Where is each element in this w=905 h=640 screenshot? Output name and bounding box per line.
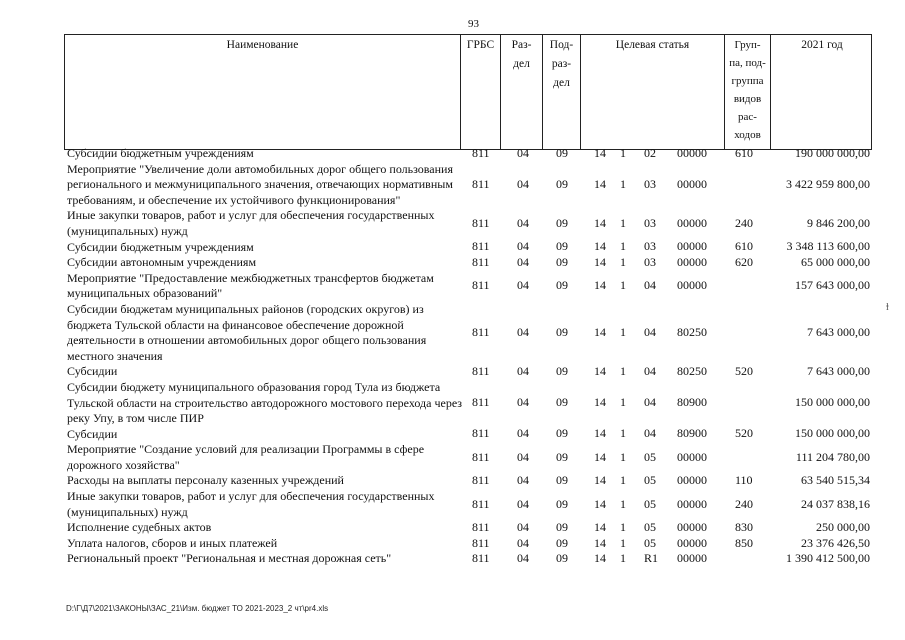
cell-dir: 00000 (677, 551, 707, 566)
cell-podrazdel: 09 (556, 239, 568, 254)
cell-podrazdel: 09 (556, 426, 568, 441)
cell-podrazdel: 09 (556, 535, 568, 550)
table-row (64, 240, 872, 256)
cell-grbs: 811 (472, 146, 490, 160)
header-target-article: Целевая статья (581, 35, 725, 149)
cell-amount: 150 000 000,00 (795, 426, 870, 441)
cell-grbs: 811 (472, 239, 490, 254)
cell-sub: 1 (620, 450, 626, 465)
cell-prog: 14 (594, 255, 606, 270)
cell-razdel: 04 (517, 216, 529, 231)
row-name: Расходы на выплаты персоналу казенных учреждений (67, 473, 344, 488)
cell-podrazdel: 09 (556, 177, 568, 192)
cell-amount: 3 422 959 800,00 (786, 177, 870, 192)
cell-sub: 1 (620, 426, 626, 441)
cell-razdel: 04 (517, 177, 529, 192)
cell-dir: 00000 (677, 473, 707, 488)
cell-prog: 14 (594, 496, 606, 511)
cell-razdel: 04 (517, 146, 529, 160)
table-row (64, 302, 872, 364)
cell-main: 04 (644, 325, 656, 340)
table-row (64, 364, 872, 380)
cell-prog: 14 (594, 450, 606, 465)
cell-sub: 1 (620, 216, 626, 231)
header-podrazdel: Под- раз- дел (543, 35, 581, 149)
row-name: Субсидии (67, 364, 118, 379)
row-name: Субсидии бюджетным учреждениям (67, 146, 254, 160)
row-name: Мероприятие "Предоставление межбюджетных трансфертов бюджетам муниципальных образований" (67, 270, 434, 301)
cell-amount: 3 348 113 600,00 (786, 239, 870, 254)
table-row (64, 442, 872, 473)
cell-vr: 240 (735, 496, 753, 511)
cell-grbs: 811 (472, 395, 490, 410)
cell-main: 02 (644, 146, 656, 160)
cell-sub: 1 (620, 395, 626, 410)
cell-podrazdel: 09 (556, 520, 568, 535)
cell-sub: 1 (620, 239, 626, 254)
table-header (64, 34, 872, 150)
cell-prog: 14 (594, 426, 606, 441)
row-name: Региональный проект "Региональная и местная дорожная сеть" (67, 551, 392, 566)
margin-mark: ⱡ (886, 302, 889, 313)
cell-dir: 80250 (677, 325, 707, 340)
cell-razdel: 04 (517, 395, 529, 410)
cell-vr: 620 (735, 255, 753, 270)
cell-podrazdel: 09 (556, 146, 568, 160)
cell-dir: 00000 (677, 520, 707, 535)
cell-grbs: 811 (472, 535, 490, 550)
cell-vr: 610 (735, 146, 753, 160)
cell-prog: 14 (594, 395, 606, 410)
cell-sub: 1 (620, 146, 626, 160)
cell-razdel: 04 (517, 551, 529, 566)
file-path-footer: D:\Г\Д7\2021\ЗАКОНЫ\ЗАС_21\Изм. бюджет ТО 2021-2023_2 чт\pr4.xls (66, 604, 329, 613)
cell-vr: 520 (735, 364, 753, 379)
cell-main: 05 (644, 496, 656, 511)
cell-main: 04 (644, 426, 656, 441)
cell-dir: 00000 (677, 278, 707, 293)
cell-amount: 7 643 000,00 (807, 364, 870, 379)
cell-main: R1 (644, 551, 659, 566)
cell-razdel: 04 (517, 255, 529, 270)
cell-amount: 23 376 426,50 (801, 535, 870, 550)
cell-amount: 63 540 515,34 (801, 473, 870, 488)
header-year-2021: 2021 год (801, 39, 843, 51)
row-name: Мероприятие "Увеличение доли автомобильных дорог общего пользования регионального и межмуниципального значения, отвечающих нормативным требованиям, и обеспечение их устойчивого функционирования" (67, 161, 453, 207)
cell-amount: 65 000 000,00 (801, 255, 870, 270)
cell-amount: 190 000 000,00 (795, 146, 870, 160)
table-row (64, 162, 872, 209)
table-row (64, 271, 872, 302)
cell-sub: 1 (620, 255, 626, 270)
cell-grbs: 811 (472, 216, 490, 231)
cell-dir: 00000 (677, 255, 707, 270)
cell-sub: 1 (620, 535, 626, 550)
cell-amount: 250 000,00 (816, 520, 870, 535)
cell-razdel: 04 (517, 364, 529, 379)
cell-vr: 240 (735, 216, 753, 231)
cell-amount: 24 037 838,16 (801, 496, 870, 511)
cell-podrazdel: 09 (556, 496, 568, 511)
cell-dir: 00000 (677, 177, 707, 192)
cell-main: 03 (644, 216, 656, 231)
row-name: Исполнение судебных актов (67, 520, 212, 535)
row-name: Субсидии бюджетным учреждениям (67, 239, 254, 254)
cell-razdel: 04 (517, 535, 529, 550)
table-row (64, 473, 872, 489)
cell-dir: 00000 (677, 216, 707, 231)
cell-sub: 1 (620, 520, 626, 535)
cell-dir: 80900 (677, 426, 707, 441)
cell-amount: 1 390 412 500,00 (786, 551, 870, 566)
row-name: Субсидии (67, 426, 118, 441)
cell-podrazdel: 09 (556, 216, 568, 231)
cell-sub: 1 (620, 551, 626, 566)
cell-prog: 14 (594, 278, 606, 293)
cell-grbs: 811 (472, 426, 490, 441)
cell-grbs: 811 (472, 496, 490, 511)
cell-main: 04 (644, 364, 656, 379)
cell-podrazdel: 09 (556, 473, 568, 488)
cell-podrazdel: 09 (556, 364, 568, 379)
cell-main: 05 (644, 520, 656, 535)
cell-prog: 14 (594, 146, 606, 160)
cell-main: 05 (644, 535, 656, 550)
cell-razdel: 04 (517, 325, 529, 340)
cell-prog: 14 (594, 239, 606, 254)
cell-razdel: 04 (517, 278, 529, 293)
header-grbs: ГРБС (461, 35, 501, 149)
cell-sub: 1 (620, 496, 626, 511)
cell-prog: 14 (594, 216, 606, 231)
cell-grbs: 811 (472, 278, 490, 293)
header-razdel: Раз- дел (501, 35, 543, 149)
cell-razdel: 04 (517, 473, 529, 488)
row-name: Уплата налогов, сборов и иных платежей (67, 535, 278, 550)
row-name: Иные закупки товаров, работ и услуг для обеспечения государственных (муниципальных) нужд (67, 489, 435, 519)
cell-prog: 14 (594, 473, 606, 488)
cell-grbs: 811 (472, 364, 490, 379)
cell-vr: 520 (735, 426, 753, 441)
cell-main: 05 (644, 450, 656, 465)
cell-dir: 00000 (677, 535, 707, 550)
cell-grbs: 811 (472, 325, 490, 340)
cell-dir: 00000 (677, 146, 707, 160)
cell-razdel: 04 (517, 520, 529, 535)
header-expense-group: Груп- па, под- группа видов рас- ходов (725, 35, 771, 149)
cell-podrazdel: 09 (556, 278, 568, 293)
header-name: Наименование (65, 35, 461, 149)
cell-sub: 1 (620, 473, 626, 488)
cell-grbs: 811 (472, 551, 490, 566)
cell-podrazdel: 09 (556, 325, 568, 340)
cell-vr: 850 (735, 535, 753, 550)
cell-sub: 1 (620, 364, 626, 379)
cell-amount: 111 204 780,00 (795, 450, 870, 465)
cell-main: 04 (644, 395, 656, 410)
row-name: Иные закупки товаров, работ и услуг для обеспечения государственных (муниципальных) нужд (67, 208, 435, 238)
cell-razdel: 04 (517, 496, 529, 511)
cell-dir: 80900 (677, 395, 707, 410)
page-number: 93 (468, 18, 479, 30)
table-row (64, 536, 872, 552)
cell-grbs: 811 (472, 450, 490, 465)
table-row (64, 520, 872, 536)
row-name: Субсидии автономным учреждениям (67, 255, 257, 270)
cell-podrazdel: 09 (556, 255, 568, 270)
cell-dir: 00000 (677, 450, 707, 465)
cell-amount: 150 000 000,00 (795, 395, 870, 410)
cell-podrazdel: 09 (556, 450, 568, 465)
cell-vr: 610 (735, 239, 753, 254)
cell-sub: 1 (620, 177, 626, 192)
cell-amount: 9 846 200,00 (807, 216, 870, 231)
table-row (64, 208, 872, 239)
budget-table-body (64, 146, 872, 567)
cell-dir: 00000 (677, 239, 707, 254)
cell-prog: 14 (594, 325, 606, 340)
cell-amount: 7 643 000,00 (807, 325, 870, 340)
cell-prog: 14 (594, 364, 606, 379)
cell-vr: 110 (735, 473, 753, 488)
cell-prog: 14 (594, 551, 606, 566)
cell-razdel: 04 (517, 450, 529, 465)
cell-main: 03 (644, 177, 656, 192)
cell-prog: 14 (594, 535, 606, 550)
cell-vr: 830 (735, 520, 753, 535)
cell-grbs: 811 (472, 473, 490, 488)
cell-amount: 157 643 000,00 (795, 278, 870, 293)
cell-podrazdel: 09 (556, 395, 568, 410)
cell-dir: 00000 (677, 496, 707, 511)
cell-grbs: 811 (472, 255, 490, 270)
cell-main: 05 (644, 473, 656, 488)
cell-sub: 1 (620, 278, 626, 293)
table-row (64, 146, 872, 162)
table-row (64, 489, 872, 520)
table-row (64, 427, 872, 443)
row-name: Мероприятие "Создание условий для реализации Программы в сфере дорожного хозяйства" (67, 442, 425, 472)
cell-main: 03 (644, 239, 656, 254)
cell-main: 04 (644, 278, 656, 293)
cell-razdel: 04 (517, 426, 529, 441)
cell-razdel: 04 (517, 239, 529, 254)
cell-podrazdel: 09 (556, 551, 568, 566)
table-row (64, 255, 872, 271)
row-name: Субсидии бюджету муниципального образования город Тула из бюджета Тульской области на строительство автодорожного мостового перехода через реку Упу, в том числе ПИР (67, 379, 463, 426)
cell-dir: 80250 (677, 364, 707, 379)
row-name: Субсидии бюджетам муниципальных районов (городских округов) из бюджета Тульской области на финансовое обеспечение дорожной деятельности в отношении автомобильных дорог общего пользования местного значения (67, 301, 427, 363)
cell-grbs: 811 (472, 520, 490, 535)
cell-main: 03 (644, 255, 656, 270)
table-row (64, 380, 872, 427)
cell-prog: 14 (594, 177, 606, 192)
cell-sub: 1 (620, 325, 626, 340)
table-row (64, 551, 872, 567)
cell-grbs: 811 (472, 177, 490, 192)
cell-prog: 14 (594, 520, 606, 535)
